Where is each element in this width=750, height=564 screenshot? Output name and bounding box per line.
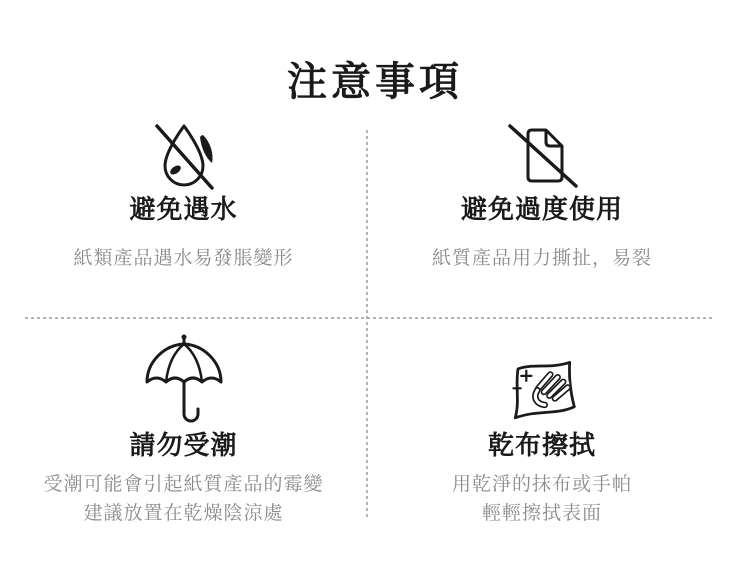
no-paper-tear-icon [502,120,582,192]
description-line: 受潮可能會引起紙質產品的霉變 [43,474,324,495]
section-description [452,470,632,528]
section-description: 紙類產品遇水易發脹變形 [73,248,294,269]
section-description: 紙質產品用力撕扯，易裂 [431,248,652,269]
section-avoid-overuse [367,120,717,273]
section-dry-wipe [367,330,717,528]
horizontal-dotted-divider [25,317,713,319]
section-keep-dry [0,330,367,528]
description-line: 建議放置在乾燥陰涼處 [83,503,284,524]
page-title: 注意事項 [287,60,463,104]
section-heading: 避免過度使用 [460,194,623,224]
section-avoid-water [0,120,367,273]
section-heading: 請勿受潮 [129,430,238,460]
wipe-cloth-hand-icon [498,330,586,428]
description-line: 用乾淨的抹布或手帕 [451,474,632,495]
section-heading: 避免遇水 [129,194,238,224]
section-description [43,470,323,528]
description-line: 輕輕擦拭表面 [481,503,602,524]
umbrella-icon [140,330,228,428]
section-heading: 乾布擦拭 [487,430,596,460]
no-water-drop-icon [144,120,224,192]
